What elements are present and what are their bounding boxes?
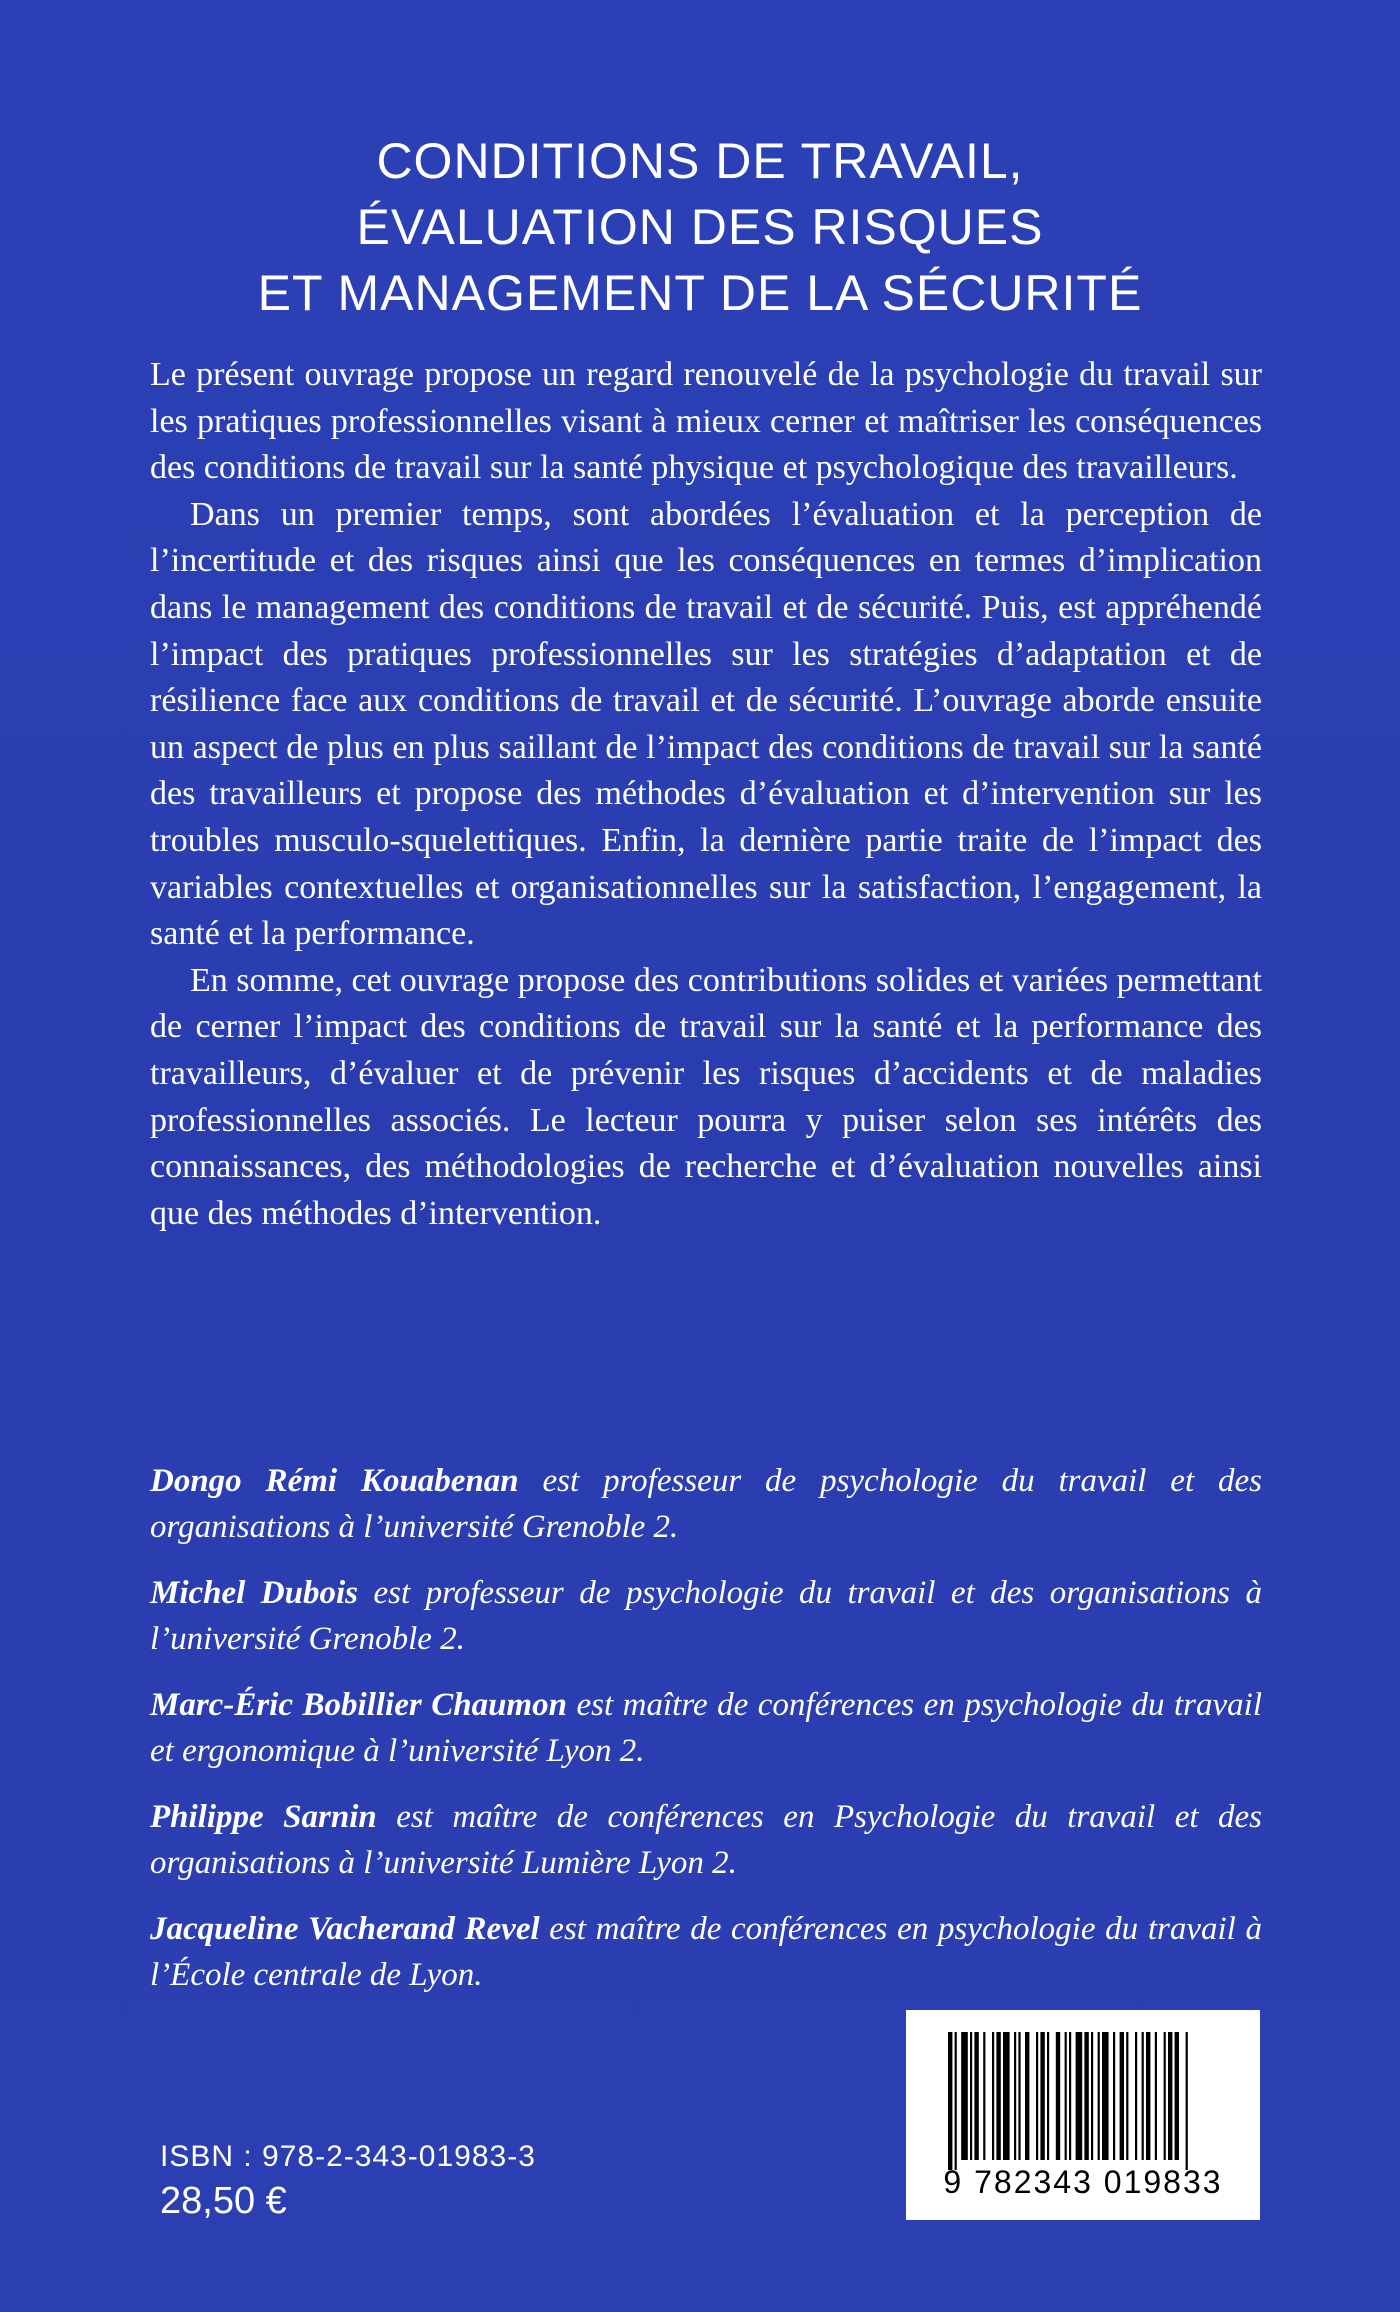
barcode-bar bbox=[1102, 2032, 1109, 2160]
isbn: ISBN : 978-2-343-01983-3 bbox=[160, 2140, 536, 2173]
book-title bbox=[150, 128, 1250, 326]
barcode-bar bbox=[1056, 2032, 1060, 2160]
barcode-bar bbox=[1168, 2032, 1172, 2160]
author-bio-text: est maître de conférences en psychologie du travail à l’École centrale de Lyon. bbox=[150, 1911, 1262, 1993]
price: 28,50 € bbox=[160, 2180, 287, 2222]
barcode-bar bbox=[1186, 2032, 1188, 2170]
barcode-digits: 9 782343 019833 bbox=[943, 2164, 1223, 2200]
title-line-1: CONDITIONS DE TRAVAIL, bbox=[376, 133, 1024, 189]
author-bio bbox=[150, 1570, 1262, 1662]
author-bio bbox=[150, 1906, 1262, 1998]
title-line-3: ET MANAGEMENT DE LA SÉCURITÉ bbox=[257, 265, 1143, 321]
barcode-bar bbox=[1120, 2032, 1124, 2160]
barcode-bar bbox=[1014, 2032, 1016, 2160]
title-line-2: ÉVALUATION DES RISQUES bbox=[356, 199, 1044, 255]
barcode bbox=[906, 2010, 1260, 2220]
barcode-bar bbox=[948, 2032, 952, 2170]
author-bio-text: est maître de conférences en psychologie du travail et ergonomique à l’université Lyon 2. bbox=[150, 1687, 1262, 1769]
author-bio bbox=[150, 1682, 1262, 1774]
barcode-bar bbox=[996, 2032, 1000, 2160]
author-name: Marc-Éric Bobillier Chaumon bbox=[150, 1687, 567, 1723]
barcode-bar bbox=[1113, 2032, 1115, 2160]
barcode-bar bbox=[1047, 2032, 1049, 2160]
barcode-bar bbox=[974, 2032, 978, 2160]
barcode-bar bbox=[1069, 2032, 1071, 2160]
barcode-bar bbox=[1142, 2032, 1144, 2160]
barcode-bar bbox=[1036, 2032, 1038, 2160]
barcode-bar bbox=[1091, 2032, 1093, 2160]
barcode-bar bbox=[1155, 2032, 1157, 2160]
barcode-bar bbox=[1135, 2032, 1137, 2160]
book-description bbox=[150, 352, 1262, 1237]
barcode-bar bbox=[1025, 2032, 1029, 2160]
description-paragraph-1: Le présent ouvrage propose un regard renouvelé de la psychologie du travail sur les pratiques professionnelles visant à mieux cerner et maîtriser les conséquences des conditions de travail sur la santé physique et psychologique des travailleurs. bbox=[150, 356, 1262, 487]
description-paragraph-3: En somme, cet ouvrage propose des contributions solides et variées permettant de cerner l’impact des conditions de travail sur la santé et la performance des travailleurs, d’évaluer et de prévenir les risques d’accidents et de maladies professionnelles associés. Le lecteur pourra y puiser selon ses intérêts des connaissances, des méthodologies de recherche et d’évaluation nouvelles ainsi que des méthodes d’intervention. bbox=[150, 961, 1262, 1232]
barcode-bar bbox=[1126, 2032, 1128, 2160]
author-bios bbox=[150, 1458, 1262, 2018]
barcode-bar bbox=[1164, 2032, 1166, 2160]
barcode-bar bbox=[955, 2032, 957, 2170]
barcode-bar bbox=[1003, 2032, 1010, 2160]
author-bio bbox=[150, 1794, 1262, 1886]
barcode-bar bbox=[970, 2032, 972, 2160]
author-name: Jacqueline Vacherand Revel bbox=[150, 1911, 540, 1947]
barcode-bar bbox=[1065, 2032, 1067, 2160]
barcode-bar bbox=[983, 2032, 985, 2160]
barcode-bar bbox=[1146, 2032, 1150, 2160]
barcode-bar bbox=[1018, 2032, 1020, 2160]
barcode-bar bbox=[1175, 2032, 1179, 2160]
description-paragraph-2: Dans un premier temps, sont abordées l’évaluation et la perception de l’incertitude et des risques ainsi que les conséquences en termes d’implication dans le management des conditions de travail et de sécurité. Puis, est appréhendé l’impact des pratiques professionnelles sur les stratégies d’adaptation et de résilience face aux conditions de travail et de sécurité. L’ouvrage aborde ensuite un aspect de plus en plus saillant de l’impact des conditions de travail sur la santé des travailleurs et propose des méthodes d’évaluation et d’intervention sur les troubles musculo-squelettiques. Enfin, la dernière partie traite de l’impact des variables contextuelles et organisationnelles sur la satisfaction, l’engagement, la santé et la performance. bbox=[150, 495, 1262, 953]
author-bio-text: est professeur de psychologie du travail et des organisations à l’université Grenoble 2. bbox=[150, 1575, 1262, 1657]
author-name: Dongo Rémi Kouabenan bbox=[150, 1463, 519, 1499]
barcode-bar bbox=[961, 2032, 968, 2160]
author-bio-text: est professeur de psychologie du travail et des organisations à l’université Grenoble 2. bbox=[150, 1463, 1262, 1545]
author-bio-text: est maître de conférences en Psychologie du travail et des organisations à l’université Lumière Lyon 2. bbox=[150, 1799, 1263, 1881]
barcode-bar bbox=[1040, 2032, 1044, 2160]
author-bio bbox=[150, 1458, 1262, 1550]
author-name: Philippe Sarnin bbox=[150, 1799, 377, 1835]
barcode-bar bbox=[1084, 2032, 1088, 2160]
author-name: Michel Dubois bbox=[150, 1575, 359, 1611]
barcode-bar bbox=[992, 2032, 994, 2160]
barcode-bar bbox=[1098, 2032, 1100, 2160]
barcode-bar bbox=[1076, 2032, 1083, 2160]
